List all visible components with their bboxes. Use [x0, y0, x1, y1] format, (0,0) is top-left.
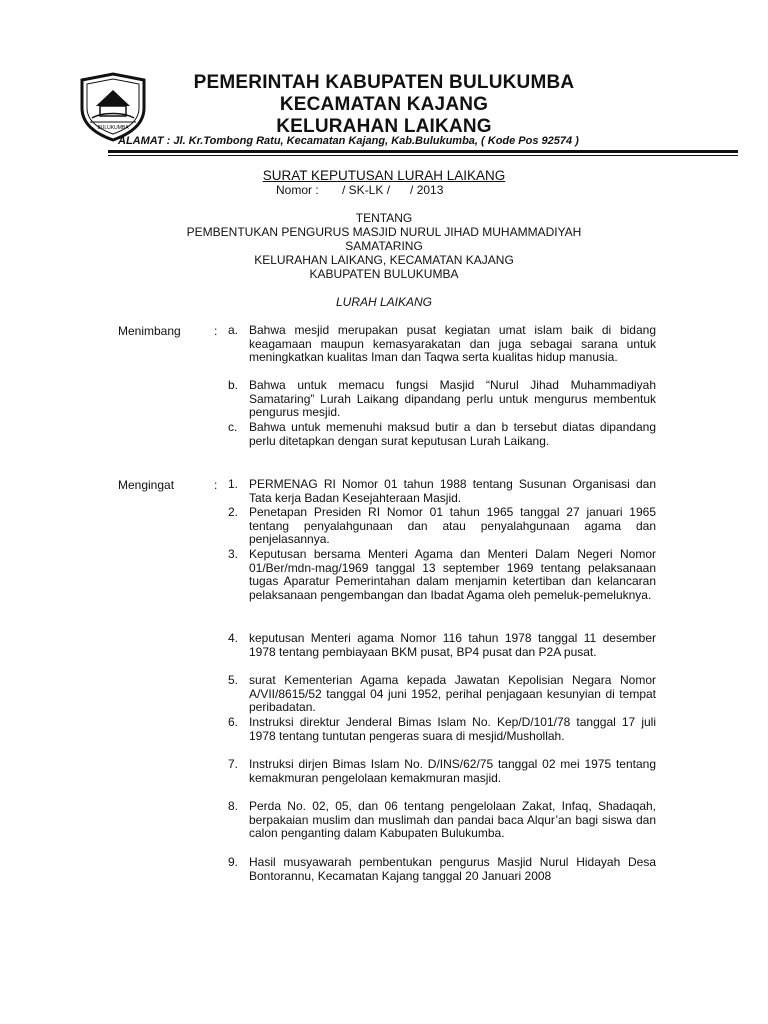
item-marker: 3.: [228, 547, 239, 561]
item-marker: 7.: [228, 757, 239, 771]
subject-line-1: PEMBENTUKAN PENGURUS MASJID NURUL JIHAD MUHAMMADIYAH: [186, 225, 582, 239]
header-divider-thin: [108, 155, 738, 156]
regency-emblem-icon: [74, 72, 152, 142]
item-marker: 5.: [228, 673, 239, 687]
list-item: [228, 632, 656, 659]
item-text: Hasil musyawarah pembentukan pengurus Masjid Nurul Hidayah Desa Bontorannu, Kecamatan Kajang tanggal 20 Januari 2008: [249, 855, 656, 883]
list-item: [228, 324, 656, 365]
list-item: [228, 379, 656, 420]
list-item: [228, 421, 656, 448]
header-divider: [108, 150, 738, 153]
header-government: PEMERINTAH KABUPATEN BULUKUMBA: [193, 72, 575, 93]
item-marker: 8.: [228, 799, 239, 813]
item-marker: 4.: [228, 631, 239, 645]
list-item: [228, 758, 656, 785]
list-item: [228, 800, 656, 841]
item-marker: 1.: [228, 477, 239, 491]
item-marker: 2.: [228, 505, 239, 519]
item-marker: 6.: [228, 715, 239, 729]
item-marker: a.: [228, 323, 239, 337]
item-marker: 9.: [228, 855, 239, 869]
document-title: SURAT KEPUTUSAN LURAH LAIKANG: [262, 168, 506, 183]
list-item: [228, 716, 656, 743]
item-marker: b.: [228, 378, 239, 392]
item-marker: c.: [228, 420, 238, 434]
header-address: ALAMAT : Jl. Kr.Tombong Ratu, Kecamatan Kajang, Kab.Bulukumba, ( Kode Pos 92574 ): [118, 135, 579, 147]
header-district: KECAMATAN KAJANG: [279, 94, 489, 115]
list-item: [228, 506, 656, 547]
tentang-heading: TENTANG: [355, 211, 413, 225]
header-village: KELURAHAN LAIKANG: [276, 116, 492, 137]
item-text: Instruksi dirjen Bimas Islam No. D/INS/62/75 tanggal 02 mei 1975 tentang kemakmuran pengelolaan kemakmuran masjid.: [249, 757, 656, 785]
item-text: Penetapan Presiden RI Nomor 01 tahun 1965 tanggal 27 januari 1965 tentang penyalahgunaan dan atau penyalahgunaan agama dan penjelasannya.: [249, 505, 656, 547]
subject-line-4: KABUPATEN BULUKUMBA: [309, 267, 459, 281]
emblem-label: BULUKUMBA: [97, 125, 129, 131]
menimbang-colon: :: [214, 324, 218, 338]
menimbang-label: Menimbang: [118, 324, 181, 338]
document-number: Nomor : / SK-LK / / 2013: [276, 183, 444, 197]
mengingat-label: Mengingat: [118, 478, 175, 492]
item-text: keputusan Menteri agama Nomor 116 tahun 1978 tanggal 11 desember 1978 tentang pembiayaan BKM pusat, BP4 pusat dan P2A pusat.: [249, 631, 656, 659]
item-text: Bahwa untuk memenuhi maksud butir a dan b tersebut diatas dipandang perlu ditetapkan dengan surat keputusan Lurah Laikang.: [249, 420, 656, 448]
list-item: [228, 856, 656, 883]
item-text: surat Kementerian Agama kepada Jawatan Kepolisian Negara Nomor A/VII/8615/52 tanggal 04 juni 1952, perihal penjagaan kesunyian di tempat peribadatan.: [249, 673, 656, 715]
item-text: Perda No. 02, 05, dan 06 tentang pengelolaan Zakat, Infaq, Shadaqah, berpakaian muslim dan muslimah dan pandai baca Alqur’an bagi siswa dan calon penganting dalam Kabupaten Bulukumba.: [249, 799, 656, 841]
subject-line-3: KELURAHAN LAIKANG, KECAMATAN KAJANG: [254, 253, 514, 267]
official-heading: LURAH LAIKANG: [335, 295, 433, 309]
list-item: [228, 674, 656, 715]
list-item: [228, 478, 656, 505]
item-text: Instruksi direktur Jenderal Bimas Islam No. Kep/D/101/78 tanggal 17 juli 1978 tentang tuntutan pengeras suara di mesjid/Mushollah.: [249, 715, 656, 743]
subject-line-2: SAMATARING: [345, 239, 423, 253]
list-item: [228, 548, 656, 602]
mengingat-colon: :: [214, 478, 218, 492]
item-text: Keputusan bersama Menteri Agama dan Menteri Dalam Negeri Nomor 01/Ber/mdn-mag/1969 tanggal 13 september 1969 tentang pelaksanaan tugas Aparatur Pemerintahan dalam menjamin ketertiban dan kelancaran pelaksanaan pengembangan dan Ibadat Agama oleh pemeluk-pemeluknya.: [249, 547, 656, 602]
item-text: Bahwa untuk memacu fungsi Masjid “Nurul Jihad Muhammadiyah Samataring” Lurah Laikang dipandang perlu untuk mengurus membentuk pengurus mesjid.: [249, 378, 656, 420]
item-text: Bahwa mesjid merupakan pusat kegiatan umat islam baik di bidang keagamaan maupun kemasyarakatan dan juga sebagai sarana untuk meningkatkan kualitas Iman dan Taqwa serta kualitas hidup manusia.: [249, 323, 656, 365]
item-text: PERMENAG RI Nomor 01 tahun 1988 tentang Susunan Organisasi dan Tata kerja Badan Kesejahteraan Masjid.: [249, 477, 656, 505]
